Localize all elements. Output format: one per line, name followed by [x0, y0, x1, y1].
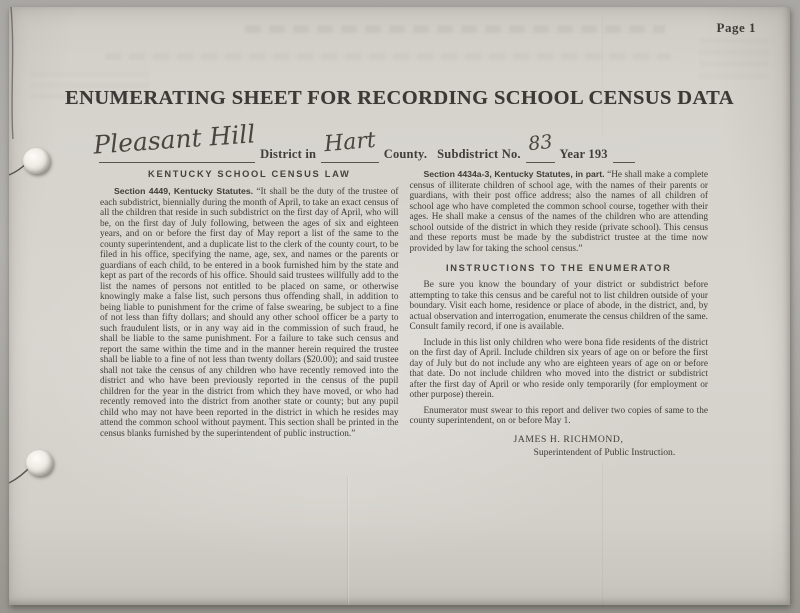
paper-fastener-top: [23, 148, 50, 174]
instruction-paragraph-3: Enumerator must swear to this report and deliver two copies of same to the county superintendent, on or before May 1.: [409, 405, 708, 426]
law-section-lead: Section 4449, Kentucky Statutes.: [114, 186, 254, 196]
bleed-through-smudge: [699, 39, 769, 79]
law-section-text: “It shall be the duty of the trustee of each subdistrict, biennially during the month of April, to take an exact census of all the children that reside in such subdistrict on the first day of April, who will be, on the first day of July following, between the ages of six and eighteen years, and on or before the first day of May report a list of the same to the county superintendent, and a duplicate list to the clerk of the county court, to be filed in his office, specifying the name, age, sex, and names or the parents or guardians of each child, to be entered in a book furnished him by the state and kept as part of the records of his office. Should said trustees willfully add to the list the names of persons not entitled to be placed on same, or otherwise knowingly make a false list, such persons thus offending shall, in addition to being liable to punishment for the crime of false swearing, be subject to a fine of not less than fifty dollars; and should any other school officer be a party to such fraudulent lists, or in any way aid in the commission of such fraud, he shall be liable to the same punishment. For a failure to take such census and report the same within the time and in the manner herein required the trustee shall be liable to a fine of not less than twenty dollars ($20.00); and said trustee shall not take the census of any children who have recently removed into the district and who have been previously reported in the census of the pupil children for the year in the district from which they have moved, or who had recently removed into the district from another state or county; but any pupil child who may not have been reported in the district in which he resides may attend the common school without payment. This section shall be printed in the census blanks furnished by the superintendent of public instruction.”: [100, 187, 399, 439]
subdistrict-label: Subdistrict No.: [437, 147, 521, 161]
subdistrict-number-handwritten: 83: [526, 130, 554, 156]
bleed-through-smudge: [105, 53, 671, 60]
statute-4434-paragraph: [410, 169, 709, 254]
county-name-handwritten: Hart: [323, 127, 377, 158]
fold-crease: [602, 462, 603, 605]
district-name-handwritten: Pleasant Hill: [92, 119, 257, 160]
signature-block: [410, 434, 709, 458]
right-column: [410, 169, 709, 458]
county-label: County.: [383, 147, 428, 161]
district-label: District in: [260, 147, 317, 161]
statute-4434-text: “He shall make a complete census of illiterate children of school age, with the names of their parents or guardians, with their post office address; also the names of all children of school age who have completed the common school course, together with their ages. He shall make a census of the names of the children who are attending school outside of the district in which they reside (private school). This census and these reports must be made by the subdistrict trustee at the time now provided by law for taking the school census.”: [409, 170, 708, 254]
statute-4434-lead: Section 4434a-3, Kentucky Statutes, in part.: [423, 169, 605, 179]
instructions-heading: INSTRUCTIONS TO THE ENUMERATOR: [445, 263, 672, 273]
scanned-census-sheet: [9, 7, 790, 605]
page-edge-crease: [11, 7, 13, 139]
fold-crease: [602, 17, 603, 137]
year-blank-field: [613, 148, 635, 163]
instruction-paragraph-1: Be sure you know the boundary of your district or subdistrict before attempting to take this census and be careful not to list children outside of your boundary. Visit each home, residence or place of abode, in the district, and, by actual observation and interrogation, enumerate the census children of the same. Consult family record, if one is available.: [409, 280, 708, 332]
document-title: ENUMERATING SHEET FOR RECORDING SCHOOL CENSUS DATA: [65, 87, 734, 109]
fold-crease: [347, 477, 348, 605]
law-section-paragraph: [100, 186, 399, 439]
district-name-field: [92, 119, 257, 163]
district-header-line: [92, 119, 635, 163]
page-number: Page 1: [716, 20, 756, 35]
signature-name: JAMES H. RICHMOND,: [513, 433, 624, 445]
instruction-paragraph-2: Include in this list only children who were bona fide residents of the district on the first day of April. Include children six years of age on or before the first day of July but do not include any who are eighteen years of age on or before that date. Do not include children who moved into the district or subdistrict after the first day of April or who reside only temporarily (for employment or other purpose) therein.: [409, 337, 708, 400]
signature-title: Superintendent of Public Instruction.: [533, 446, 676, 458]
kentucky-law-heading: KENTUCKY SCHOOL CENSUS LAW: [148, 169, 351, 179]
year-label: Year 193: [559, 147, 608, 161]
subdistrict-number-field: [526, 132, 555, 163]
paper-fastener-bottom: [26, 450, 53, 476]
left-column: [100, 169, 399, 458]
text-columns: [100, 169, 708, 458]
county-name-field: [321, 128, 379, 163]
